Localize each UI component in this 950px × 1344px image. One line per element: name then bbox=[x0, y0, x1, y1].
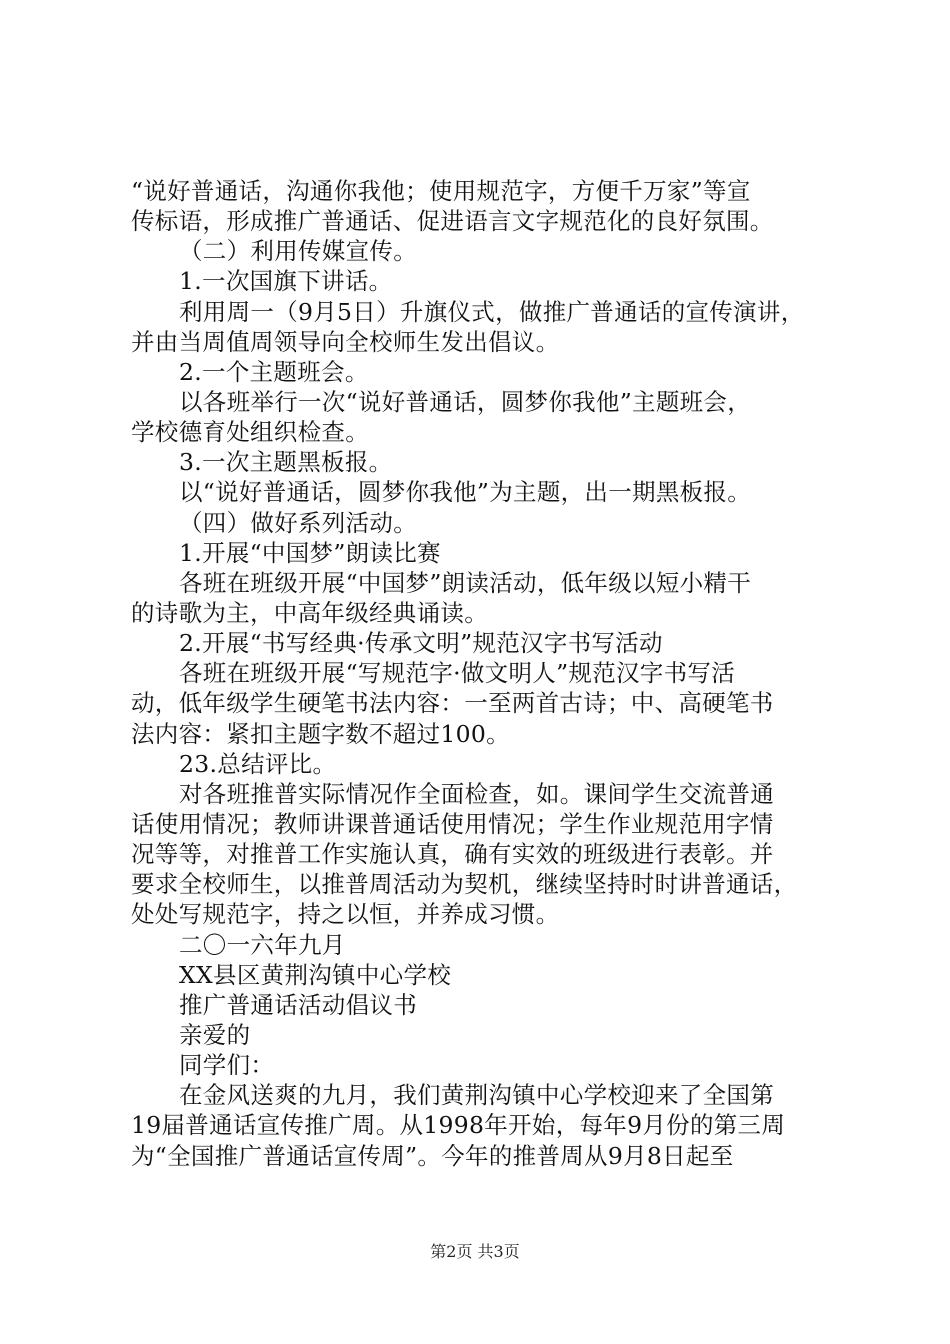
text-line: 2.开展“书写经典·传承文明”规范汉字书写活动 bbox=[179, 629, 663, 658]
text-line: 传标语，形成推广普通话、促进语言文字规范化的良好氛围。 bbox=[131, 207, 774, 236]
text-line: 利用周一（9月5日）升旗仪式，做推广普通话的宣传演讲， bbox=[179, 297, 805, 326]
text-line: 19届普通话宣传推广周。从1998年开始，每年9月份的第三周 bbox=[131, 1111, 786, 1140]
page-footer: 第2页 共3页 bbox=[430, 1242, 520, 1261]
text-line: 要求全校师生，以推普周活动为契机，继续坚持时时讲普通话， bbox=[131, 870, 798, 899]
text-line: XX县区黄荆沟镇中心学校 bbox=[179, 960, 452, 989]
text-line: 各班在班级开展“写规范字·做文明人”规范汉字书写活 bbox=[179, 659, 735, 688]
text-line: 话使用情况；教师讲课普通话使用情况；学生作业规范用字情 bbox=[131, 809, 774, 838]
text-line: 各班在班级开展“中国梦”朗读活动，低年级以短小精干 bbox=[179, 568, 752, 597]
text-line: 二〇一六年九月 bbox=[179, 930, 346, 959]
document-body bbox=[131, 176, 831, 1171]
text-line: 亲爱的 bbox=[179, 1020, 251, 1049]
text-line: 况等等，对推普工作实施认真，确有实效的班级进行表彰。并 bbox=[131, 840, 774, 869]
text-line: 对各班推普实际情况作全面检查，如。课间学生交流普通 bbox=[179, 779, 774, 808]
text-line: 23.总结评比。 bbox=[179, 749, 337, 778]
text-line: （四）做好系列活动。 bbox=[179, 508, 417, 537]
text-line: 动，低年级学生硬笔书法内容：一至两首古诗；中、高硬笔书 bbox=[131, 689, 774, 718]
text-line: 在金风送爽的九月，我们黄荆沟镇中心学校迎来了全国第 bbox=[179, 1081, 774, 1110]
text-line: 学校德育处组织检查。 bbox=[131, 418, 369, 447]
text-line: 1.开展“中国梦”朗读比赛 bbox=[179, 538, 441, 567]
text-line: 1.一次国旗下讲话。 bbox=[179, 267, 393, 296]
text-line: 法内容：紧扣主题字数不超过100。 bbox=[131, 719, 510, 748]
text-line: 以各班举行一次“说好普通话，圆梦你我他”主题班会， bbox=[179, 387, 752, 416]
text-line: 推广普通话活动倡议书 bbox=[179, 990, 417, 1019]
text-line: 3.一次主题黑板报。 bbox=[179, 448, 393, 477]
text-line: 并由当周值周领导向全校师生发出倡议。 bbox=[131, 327, 560, 356]
text-line: 处处写规范字，持之以恒，并养成习惯。 bbox=[131, 900, 560, 929]
text-line: “说好普通话，沟通你我他；使用规范字，方便千万家”等宣 bbox=[131, 177, 751, 205]
text-line: 同学们： bbox=[179, 1051, 275, 1080]
text-line: 为“全国推广普通话宣传周”。今年的推普周从9月8日起至 bbox=[131, 1141, 734, 1170]
text-line: 的诗歌为主，中高年级经典诵读。 bbox=[131, 598, 488, 627]
text-line: 以“说好普通话，圆梦你我他”为主题，出一期黑板报。 bbox=[179, 478, 752, 507]
text-line: 2.一个主题班会。 bbox=[179, 357, 369, 386]
text-line: （二）利用传媒宣传。 bbox=[179, 237, 417, 266]
